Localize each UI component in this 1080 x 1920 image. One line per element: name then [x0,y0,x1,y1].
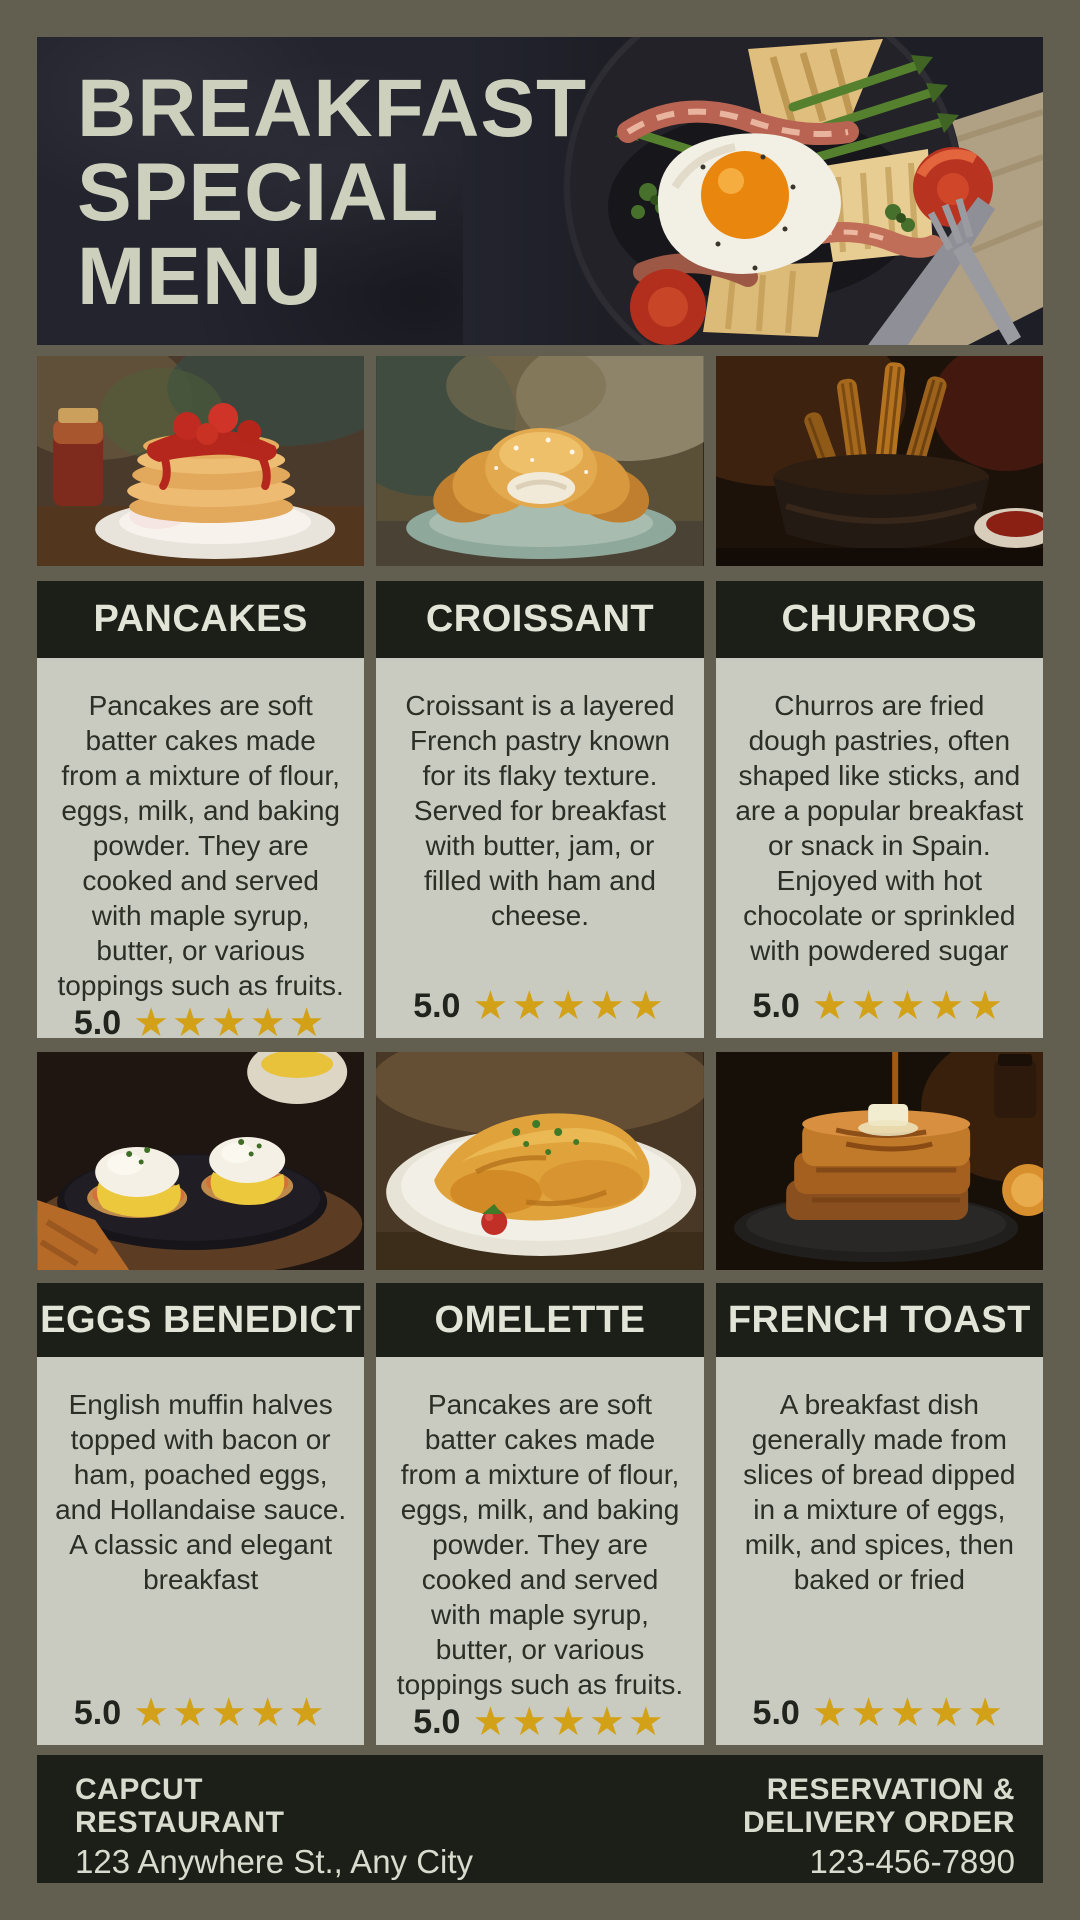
rating [753,1693,1007,1733]
card-description: Churros are fried dough pastries, often shaped like sticks, and are a popular breakfast or snack in Spain. Enjoyed with hot chocolate or sprinkled with powdered sugar [735,690,1024,966]
rating-score: 5.0 [73,1003,122,1042]
card-title-croissant: CROISSANT [376,581,703,658]
rating-score: 5.0 [73,1693,122,1732]
croissant-photo [376,356,703,566]
card-description: Croissant is a layered French pastry known for its flaky texture. Served for breakfast with butter, jam, or filled with ham and cheese. [405,690,675,931]
rating [74,1693,328,1733]
reservation-label-line-1: RESERVATION & [766,1773,1015,1806]
rating-score: 5.0 [413,1702,461,1741]
rating-score: 5.0 [752,1693,800,1732]
croissant-illustration [376,356,703,566]
eggs-benedict-illustration [37,1052,364,1270]
photo-row-1 [37,356,1043,566]
card-title-pancakes: PANCAKES [37,581,364,658]
brand-name-line-2: RESTAURANT [75,1806,285,1839]
rating-score: 5.0 [752,986,800,1025]
card-description: A breakfast dish generally made from slices of bread dipped in a mixture of eggs, milk, and spices, then baked or fried [743,1389,1016,1595]
body-row-2 [37,1357,1043,1745]
title-row-1 [37,581,1043,658]
omelette-photo [376,1052,703,1270]
rating-score: 5.0 [413,986,461,1025]
card-title-french-toast: FRENCH TOAST [716,1283,1043,1357]
card-body-pancakes [37,658,364,1045]
card-body-eggs-benedict [37,1357,364,1745]
card-description: Pancakes are soft batter cakes made from a mixture of flour, eggs, milk, and baking powder. They are cooked and served with maple syrup, butter, or various toppings such as fruits. [57,690,344,1001]
rating [413,986,667,1026]
card-body-croissant [376,658,703,1038]
rating [74,1003,328,1043]
eggs-benedict-photo [37,1052,364,1270]
pancakes-photo [37,356,364,566]
card-body-churros [716,658,1043,1038]
card-description: English muffin halves topped with bacon or ham, poached eggs, and Hollandaise sauce. A classic and elegant breakfast [55,1389,347,1595]
star-icons: ★★★★★ [133,1691,328,1735]
banner-title-line-3: MENU [77,231,323,322]
banner-title-line-2: SPECIAL [77,147,440,238]
card-title-churros: CHURROS [716,581,1043,658]
brand-name-line-1: CAPCUT [75,1773,203,1806]
rating [413,1702,667,1742]
reservation-label-line-2: DELIVERY ORDER [742,1806,1015,1839]
french-toast-photo [716,1052,1043,1270]
footer-reservation-block [743,1773,1015,1883]
page-title [77,63,588,322]
card-title-eggs-benedict: EGGS BENEDICT [37,1283,364,1357]
card-body-omelette [376,1357,703,1745]
photo-row-2 [37,1052,1043,1270]
address-text: 123 Anywhere St., Any City [75,1843,474,1880]
banner-title-line-1: BREAKFAST [77,63,588,154]
card-body-french-toast [716,1357,1043,1745]
star-icons: ★★★★★ [133,1001,328,1045]
card-title-omelette: OMELETTE [376,1283,703,1357]
pancakes-illustration [37,356,364,566]
churros-photo [716,356,1043,566]
phone-number: 123-456-7890 [809,1843,1015,1880]
french-toast-illustration [716,1052,1043,1270]
star-icons: ★★★★★ [472,984,667,1028]
star-icons: ★★★★★ [811,984,1007,1028]
omelette-illustration [376,1052,703,1270]
churros-illustration [716,356,1043,566]
card-description: Pancakes are soft batter cakes made from a mixture of flour, eggs, milk, and baking powder. They are cooked and served with maple syrup, butter, or various toppings such as fruits. [396,1389,684,1700]
star-icons: ★★★★★ [472,1700,667,1744]
title-row-2 [37,1283,1043,1357]
rating [753,986,1007,1026]
star-icons: ★★★★★ [811,1691,1007,1735]
body-row-1 [37,658,1043,1045]
footer-brand-block [75,1773,473,1883]
banner [37,37,1043,345]
footer [37,1755,1043,1883]
